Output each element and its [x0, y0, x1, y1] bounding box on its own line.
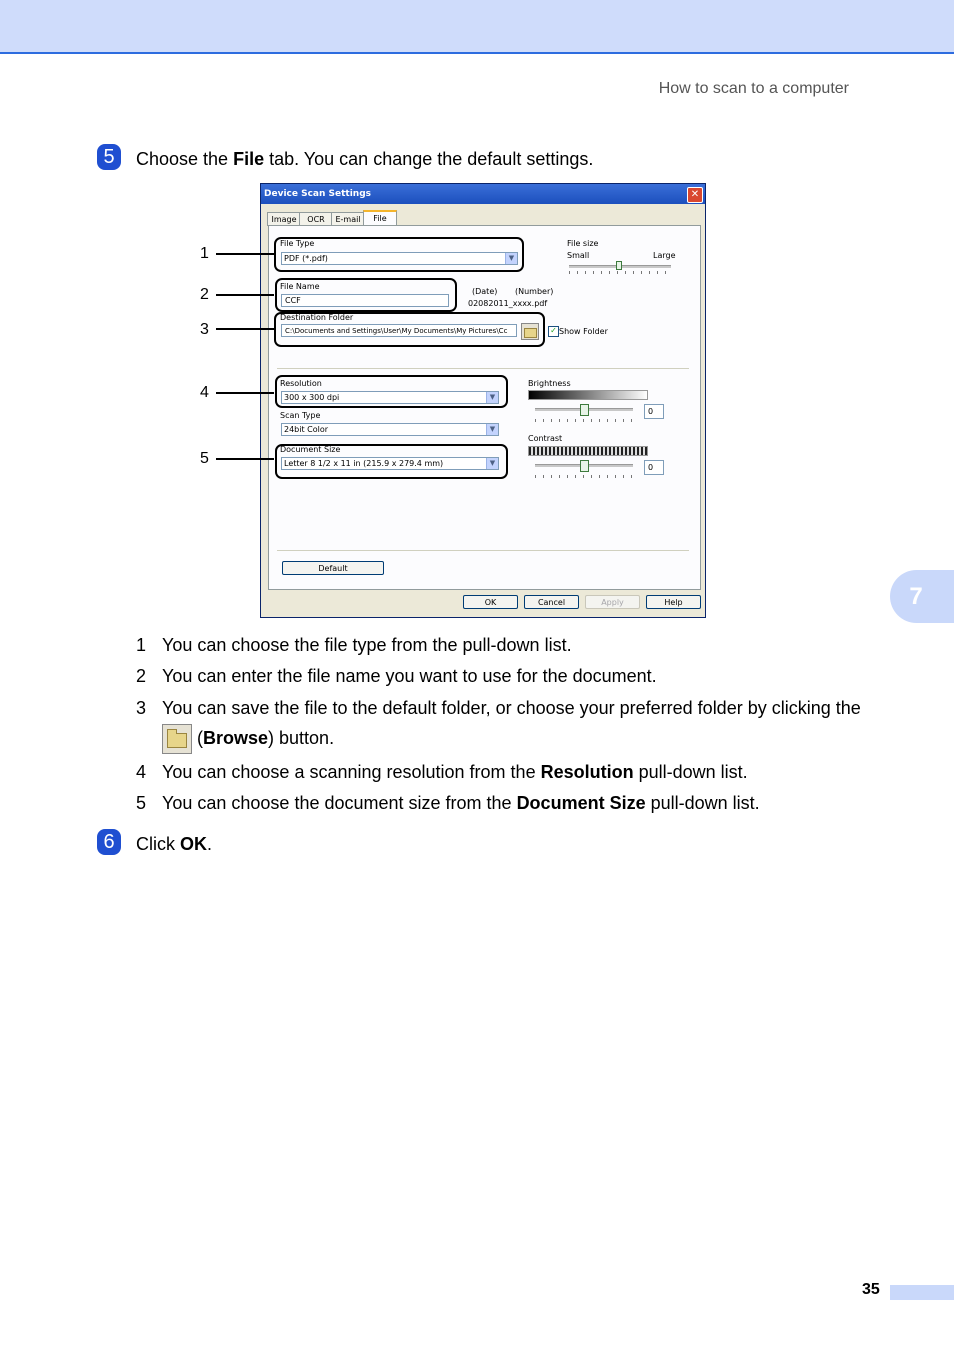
scan-type-label: Scan Type — [280, 411, 321, 420]
step-6-text: Click OK. — [136, 834, 213, 854]
separator — [277, 550, 689, 551]
chevron-down-icon: ▼ — [486, 424, 498, 435]
callout-number-1: 1 — [200, 245, 209, 262]
brightness-slider-thumb[interactable] — [580, 404, 589, 416]
ok-button[interactable]: OK — [463, 595, 518, 609]
list-item-text: You can choose the file type from the pull-down list. — [162, 635, 572, 655]
dialog-title: Device Scan Settings — [261, 184, 705, 204]
file-size-large: Large — [653, 251, 676, 260]
list-item-text: You can enter the file name you want to use for the document. — [162, 666, 657, 686]
scan-type-select[interactable]: 24bit Color ▼ — [281, 423, 499, 436]
footer-bar — [890, 1285, 954, 1300]
callout-number-2: 2 — [200, 286, 209, 303]
header-band — [0, 0, 954, 54]
show-folder-checkbox[interactable]: ✓ — [548, 326, 559, 337]
brightness-value-input[interactable]: 0 — [644, 404, 664, 419]
help-button[interactable]: Help — [646, 595, 701, 609]
list-item-number: 3 — [136, 698, 147, 718]
resolution-label: Resolution — [280, 379, 322, 388]
resolution-select[interactable]: 300 x 300 dpi ▼ — [281, 391, 499, 404]
list-item-number: 2 — [136, 666, 147, 686]
brightness-ticks — [535, 419, 635, 422]
destination-folder-input[interactable]: C:\Documents and Settings\User\My Documents\My Pictures\Cc — [281, 324, 517, 337]
contrast-slider-thumb[interactable] — [580, 460, 589, 472]
chevron-down-icon: ▼ — [486, 392, 498, 403]
date-label: (Date) — [472, 287, 498, 296]
callout-number-4: 4 — [200, 384, 209, 401]
cancel-button[interactable]: Cancel — [524, 595, 579, 609]
step-5-text: Choose the File tab. You can change the default settings. — [136, 149, 594, 169]
number-label: (Number) — [515, 287, 554, 296]
contrast-value-input[interactable]: 0 — [644, 460, 664, 475]
file-type-label: File Type — [280, 239, 315, 248]
callout-ring-1 — [274, 237, 524, 272]
callout-ring-3 — [274, 312, 545, 347]
document-size-label: Document Size — [280, 445, 341, 454]
apply-button[interactable]: Apply — [585, 595, 640, 609]
callout-ring-2 — [275, 278, 457, 312]
show-folder-label: Show Folder — [559, 327, 608, 336]
chevron-down-icon: ▼ — [505, 253, 517, 264]
section-title: How to scan to a computer — [658, 80, 849, 97]
callout-number-3: 3 — [200, 321, 209, 338]
callout-leader-1 — [216, 253, 274, 255]
document-size-select[interactable]: Letter 8 1/2 x 11 in (215.9 x 279.4 mm) ▼ — [281, 457, 499, 470]
tab-file[interactable]: File — [363, 210, 397, 228]
file-size-slider-thumb[interactable] — [616, 261, 622, 270]
list-item-text: You can choose a scanning resolution from the Resolution pull-down list. — [162, 762, 748, 782]
file-name-input[interactable]: CCF — [281, 294, 449, 307]
callout-leader-4 — [216, 392, 274, 394]
list-item-number: 1 — [136, 635, 147, 655]
callout-ring-4 — [275, 375, 508, 408]
list-item-text: You can save the file to the default folder, or choose your preferred folder by clicking the — [162, 698, 861, 718]
brightness-gradient — [528, 390, 648, 400]
brightness-label: Brightness — [528, 379, 571, 388]
default-button[interactable]: Default — [282, 561, 384, 575]
file-size-small: Small — [567, 251, 590, 260]
contrast-pattern — [528, 446, 648, 456]
file-size-label: File size — [567, 239, 599, 248]
list-item-text: (Browse) button. — [162, 724, 334, 754]
tab-email[interactable]: E-mail — [331, 212, 365, 226]
list-item-number: 5 — [136, 793, 147, 813]
list-item-number: 4 — [136, 762, 147, 782]
file-type-select[interactable]: PDF (*.pdf) ▼ — [281, 252, 518, 265]
file-name-label: File Name — [280, 282, 320, 291]
file-tab-panel — [268, 225, 701, 590]
callout-ring-5 — [275, 444, 508, 479]
callout-number-5: 5 — [200, 450, 209, 467]
close-icon[interactable]: ✕ — [687, 187, 703, 203]
separator — [277, 368, 689, 369]
contrast-label: Contrast — [528, 434, 563, 443]
chapter-tab: 7 — [890, 570, 954, 623]
tab-ocr[interactable]: OCR — [299, 212, 333, 226]
callout-leader-3 — [216, 328, 274, 330]
list-item-text: You can choose the document size from the Document Size pull-down list. — [162, 793, 760, 813]
file-size-ticks — [569, 271, 673, 274]
chevron-down-icon: ▼ — [486, 458, 498, 469]
step-badge-6: 6 — [97, 829, 121, 855]
tab-image[interactable]: Image — [267, 212, 301, 226]
device-scan-settings-dialog — [260, 183, 706, 618]
step-badge-5: 5 — [97, 144, 121, 170]
destination-folder-label: Destination Folder — [280, 313, 354, 322]
browse-folder-icon — [162, 724, 192, 754]
file-name-example: 02082011_xxxx.pdf — [468, 299, 548, 308]
page-number: 35 — [862, 1281, 880, 1298]
callout-leader-5 — [216, 458, 274, 460]
contrast-ticks — [535, 475, 635, 478]
callout-leader-2 — [216, 294, 274, 296]
